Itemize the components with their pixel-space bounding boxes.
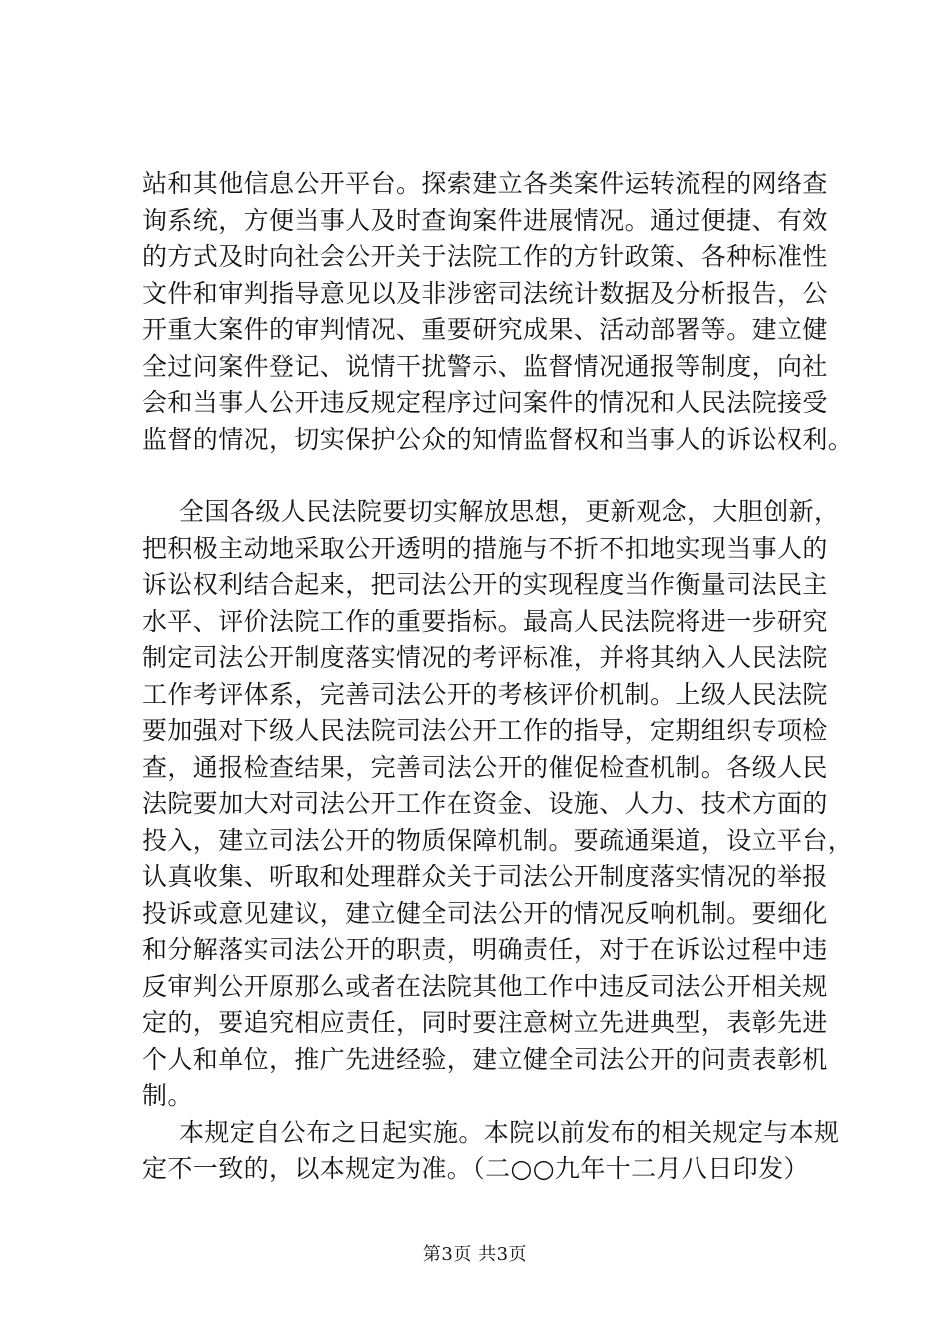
text-line: 个人和单位，推广先进经验，建立健全司法公开的问责表彰机 [142, 1044, 828, 1074]
page-number-footer: 第3页 共3页 [422, 1244, 528, 1265]
text-line: 制定司法公开制度落实情况的考评标准，并将其纳入人民法院 [142, 643, 828, 672]
text-line: 投诉或意见建议，建立健全司法公开的情况反响机制。要细化 [142, 898, 828, 928]
text-line: 本规定自公布之日起实施。本院以前发布的相关规定与本规 [179, 1117, 840, 1147]
text-line: 工作考评体系，完善司法公开的考核评价机制。上级人民法院 [142, 679, 828, 709]
text-line: 询系统，方便当事人及时查询案件进展情况。通过便捷、有效 [142, 205, 828, 235]
text-line: 制。 [142, 1081, 193, 1110]
text-line: 的方式及时向社会公开关于法院工作的方针政策、各种标准性 [142, 242, 828, 271]
body-text [142, 166, 854, 1188]
text-line: 投入，建立司法公开的物质保障机制。要疏通渠道，设立平台， [142, 825, 854, 855]
text-line: 监督的情况，切实保护公众的知情监督权和当事人的诉讼权利。 [142, 424, 854, 454]
paragraph-1 [142, 166, 854, 458]
text-line: 诉讼权利结合起来，把司法公开的实现程度当作衡量司法民主 [142, 570, 828, 599]
text-line: 全国各级人民法院要切实解放思想，更新观念，大胆创新， [179, 497, 840, 526]
text-line: 查，通报检查结果，完善司法公开的催促检查机制。各级人民 [142, 752, 828, 782]
text-line: 反审判公开原那么或者在法院其他工作中违反司法公开相关规 [142, 971, 828, 1001]
text-line: 开重大案件的审判情况、重要研究成果、活动部署等。建立健 [142, 315, 828, 344]
text-line: 会和当事人公开违反规定程序过问案件的情况和人民法院接受 [142, 388, 828, 417]
text-line: 水平、评价法院工作的重要指标。最高人民法院将进一步研究 [142, 606, 828, 636]
text-line: 把积极主动地采取公开透明的措施与不折不扣地实现当事人的 [142, 533, 828, 563]
text-line: 和分解落实司法公开的职责，明确责任，对于在诉讼过程中违 [142, 935, 828, 964]
text-line: 站和其他信息公开平台。探索建立各类案件运转流程的网络查 [142, 169, 828, 198]
text-line: 文件和审判指导意见以及非涉密司法统计数据及分析报告，公 [142, 278, 828, 308]
text-line: 定不一致的，以本规定为准。（二○○九年十二月八日印发） [142, 1154, 809, 1183]
paragraph-2 [142, 494, 854, 1115]
text-line: 法院要加大对司法公开工作在资金、设施、人力、技术方面的 [142, 789, 828, 818]
text-line: 认真收集、听取和处理群众关于司法公开制度落实情况的举报 [142, 862, 828, 891]
text-line: 要加强对下级人民法院司法公开工作的指导，定期组织专项检 [142, 716, 828, 745]
text-line: 全过问案件登记、说情干扰警示、监督情况通报等制度，向社 [142, 351, 828, 381]
text-line: 定的，要追究相应责任，同时要注意树立先进典型，表彰先进 [142, 1008, 828, 1037]
paragraph-spacer [142, 458, 832, 494]
paragraph-3 [142, 1115, 840, 1188]
